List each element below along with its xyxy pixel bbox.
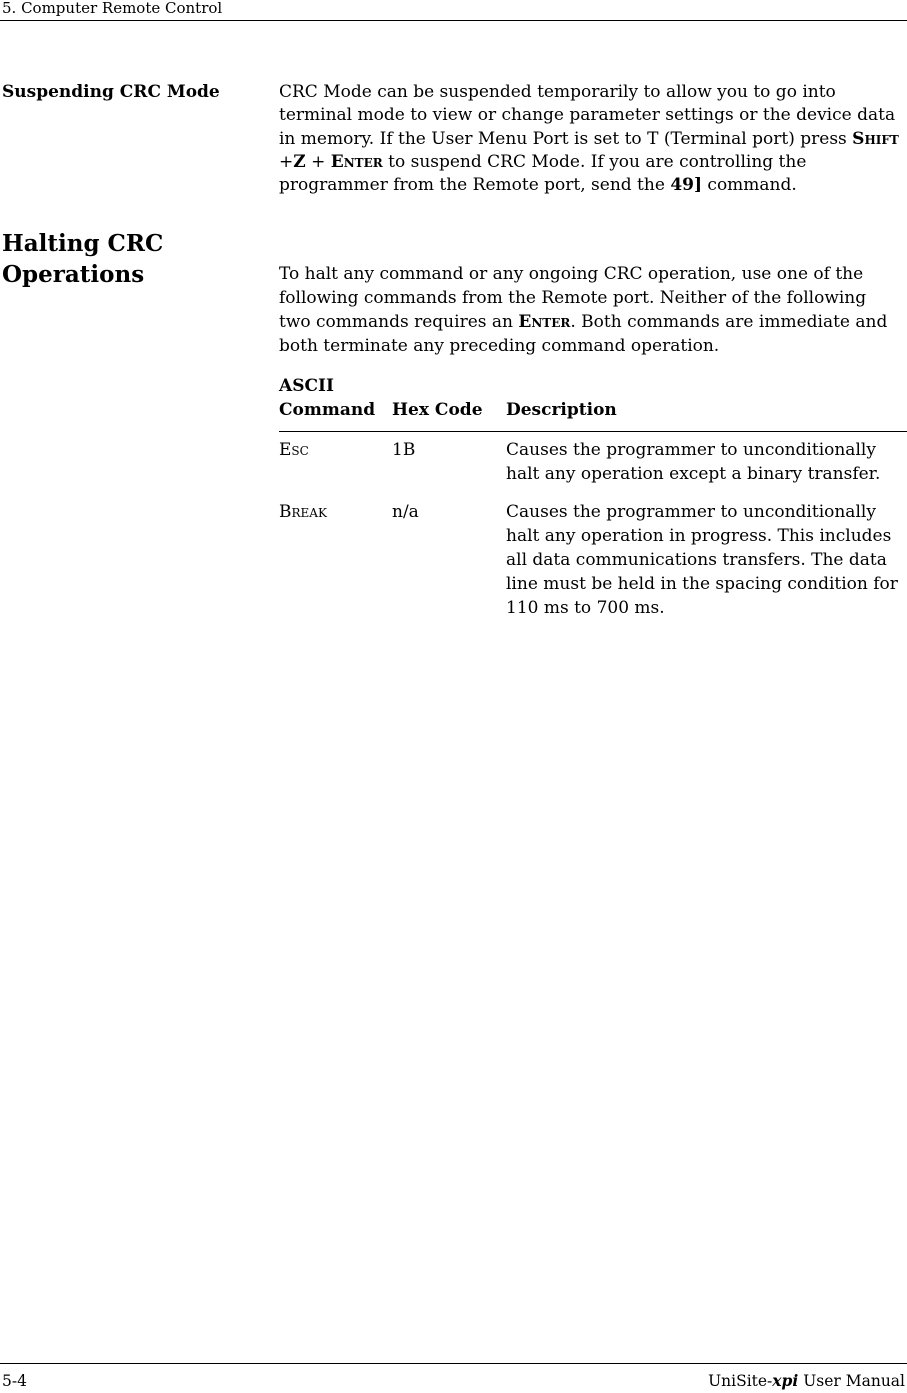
halt-text-1: To halt any command or any ongoing CRC operation, use one of the following commands from the Remote port. Neither of the following two commands requires an	[279, 264, 867, 332]
manual-title	[708, 1369, 905, 1393]
row-command: Esc	[279, 440, 309, 460]
column-header-command-line1: ASCII	[279, 376, 334, 396]
column-header-description: Description	[506, 400, 617, 420]
row-command: Break	[279, 502, 327, 522]
key-z: Z	[293, 151, 306, 172]
key-enter: Enter	[330, 151, 383, 172]
manual-title-suffix: User Manual	[798, 1372, 905, 1390]
row-hex-code: 1B	[392, 440, 416, 460]
command-code: 49]	[670, 175, 703, 196]
suspend-text-1: CRC Mode can be suspended temporarily to allow you to go into terminal mode to view or change parameter settings or the device data in memory. If the User Menu Port is set to T (Terminal port) press	[279, 82, 896, 149]
column-header-command-line2: Command	[279, 400, 376, 420]
suspend-text-3: command.	[702, 175, 797, 196]
section-heading-halt	[2, 228, 232, 290]
row-hex-code: n/a	[392, 502, 419, 522]
page-number: 5-4	[2, 1372, 27, 1390]
row-description: Causes the programmer to unconditionally halt any operation except a binary transfer.	[506, 440, 881, 484]
halt-heading-line1: Halting CRC	[2, 230, 164, 257]
plus-sign-1: +	[279, 151, 294, 172]
manual-title-prefix: UniSite-	[708, 1372, 773, 1390]
running-header	[0, 0, 907, 21]
table-header	[279, 376, 907, 432]
section-heading-suspend: Suspending CRC Mode	[2, 82, 220, 102]
column-header-command	[279, 374, 375, 422]
column-header-hex: Hex Code	[392, 400, 483, 420]
paragraph-suspend	[279, 81, 903, 197]
plus-sign-2: +	[305, 151, 331, 172]
running-footer	[0, 1363, 907, 1389]
manual-title-italic: xpi	[772, 1371, 799, 1390]
key-enter-halt: Enter	[518, 312, 571, 332]
suspend-text-2: to suspend CRC Mode. If you are controlling the programmer from the Remote port, send the	[279, 151, 807, 196]
halt-text-2: . Both commands are immediate and both terminate any preceding command operation.	[279, 312, 888, 356]
chapter-title: 5. Computer Remote Control	[2, 0, 223, 17]
row-description: Causes the programmer to unconditionally halt any operation in progress. This includes all data communications transfers. The data line must be held in the spacing condition for 110 ms to 700 ms.	[506, 502, 898, 618]
paragraph-halt	[279, 262, 903, 358]
key-shift: Shift	[852, 128, 899, 149]
halt-heading-line2: Operations	[2, 261, 145, 288]
